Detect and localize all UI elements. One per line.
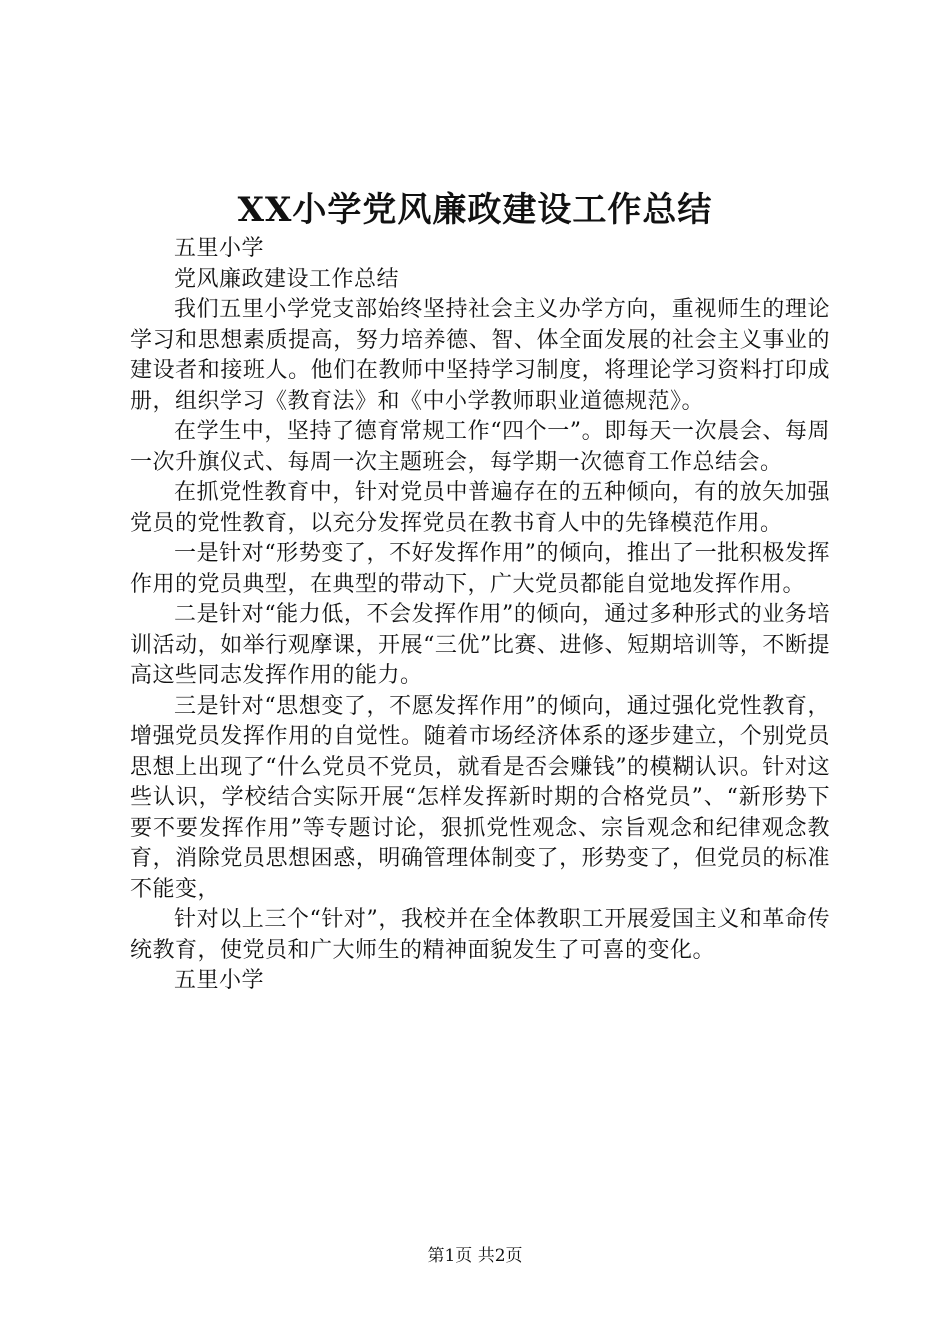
- document-body: [130, 234, 830, 997]
- paragraph-signature: 五里小学: [174, 968, 265, 993]
- document-title: XX小学党风廉政建设工作总结: [237, 190, 713, 230]
- paragraph-subtitle: 党风廉政建设工作总结: [174, 266, 400, 292]
- paragraph-point-two: 二是针对“能力低，不会发挥作用”的倾向，通过多种形式的业务培训活动，如举行观摩课，开展“三优”比赛、进修、短期培训等，不断提高这些同志发挥作用的能力。: [130, 602, 830, 688]
- paragraph-students: 在学生中，坚持了德育常规工作“四个一”。即每天一次晨会、每周一次升旗仪式、每周一次主题班会，每学期一次德育工作总结会。: [130, 419, 830, 475]
- paragraph-party-education: 在抓党性教育中，针对党员中普遍存在的五种倾向，有的放矢加强党员的党性教育，以充分发挥党员在教书育人中的先锋模范作用。: [130, 480, 830, 536]
- paragraph-point-one: 一是针对“形势变了，不好发挥作用”的倾向，推出了一批积极发挥作用的党员典型，在典型的带动下，广大党员都能自觉地发挥作用。: [130, 541, 830, 597]
- paragraph-point-three: 三是针对“思想变了，不愿发挥作用”的倾向，通过强化党性教育，增强党员发挥作用的自觉性。随着市场经济体系的逐步建立，个别党员思想上出现了“什么党员不党员，就看是否会赚钱”的模糊认识。针对这些认识，学校结合实际开展“怎样发挥新时期的合格党员”、“新形势下要不要发挥作用”等专题讨论，狠抓党性观念、宗旨观念和纪律观念教育，消除党员思想困惑，明确管理体制变了，形势变了，但党员的标准不能变，: [130, 693, 830, 902]
- paragraph-school-name: 五里小学: [174, 236, 265, 261]
- paragraph-conclusion: 针对以上三个“针对”，我校并在全体教职工开展爱国主义和革命传统教育，使党员和广大师生的精神面貌发生了可喜的变化。: [130, 907, 830, 963]
- page-footer: 第1页 共2页: [427, 1246, 523, 1266]
- paragraph-intro: 我们五里小学党支部始终坚持社会主义办学方向，重视师生的理论学习和思想素质提高，努力培养德、智、体全面发展的社会主义事业的建设者和接班人。他们在教师中坚持学习制度，将理论学习资料打印成册，组织学习《教育法》和《中小学教师职业道德规范》。: [130, 297, 830, 414]
